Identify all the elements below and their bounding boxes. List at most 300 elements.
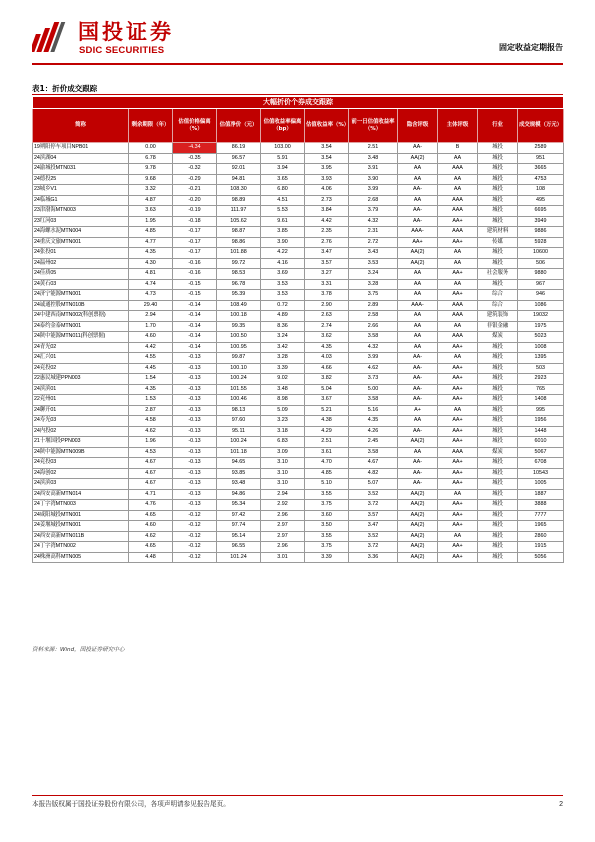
table-cell: 2.97 bbox=[261, 531, 305, 542]
table-cell: 101.24 bbox=[217, 552, 261, 563]
table-cell: AA+ bbox=[438, 426, 478, 437]
bond-name-cell: 23红河03 bbox=[33, 216, 129, 227]
table-cell: AA+ bbox=[438, 416, 478, 427]
table-cell: AA- bbox=[398, 185, 438, 196]
table-cell: 93.85 bbox=[217, 468, 261, 479]
table-cell: AA- bbox=[398, 384, 438, 395]
table-row bbox=[33, 258, 564, 269]
table-row bbox=[33, 510, 564, 521]
table-cell: 3.90 bbox=[261, 237, 305, 248]
table-cell: AA+ bbox=[438, 500, 478, 511]
table-cell: 3.24 bbox=[349, 269, 398, 280]
table-cell: 4.60 bbox=[129, 521, 173, 532]
table-cell: 3.54 bbox=[305, 143, 349, 154]
table-cell: 92.01 bbox=[217, 164, 261, 175]
table-cell: 1956 bbox=[518, 416, 564, 427]
company-logo bbox=[32, 18, 222, 58]
bond-name-cell: 24诚通控股MTN010B bbox=[33, 300, 129, 311]
table-cell: AA bbox=[438, 321, 478, 332]
table-cell: -0.15 bbox=[173, 290, 217, 301]
table-cell: 5.07 bbox=[349, 479, 398, 490]
bond-name-cell: 19朔阳停车项目NPB01 bbox=[33, 143, 129, 154]
table-cell: 3.53 bbox=[349, 258, 398, 269]
bond-name-cell: 24滨滨01 bbox=[33, 384, 129, 395]
bond-name-cell: 24滨湖04 bbox=[33, 153, 129, 164]
table-cell: 2.66 bbox=[349, 321, 398, 332]
bond-name-cell: 24滨滨03 bbox=[33, 479, 129, 490]
table-cell: 4.35 bbox=[129, 384, 173, 395]
table-cell: 4.73 bbox=[129, 290, 173, 301]
table-cell: 108.49 bbox=[217, 300, 261, 311]
table-cell: 3.43 bbox=[349, 248, 398, 259]
table-cell: 6.78 bbox=[129, 153, 173, 164]
table-cell: AA+ bbox=[438, 479, 478, 490]
bond-name-cell: 24兖投02 bbox=[33, 363, 129, 374]
bond-name-cell: 24兖投03 bbox=[33, 458, 129, 469]
table-cell: 10600 bbox=[518, 248, 564, 259]
table-row bbox=[33, 206, 564, 217]
table-row bbox=[33, 426, 564, 437]
table-cell: 1005 bbox=[518, 479, 564, 490]
table-cell: -0.35 bbox=[173, 153, 217, 164]
table-cell: 8.36 bbox=[261, 321, 305, 332]
table-cell: 建筑材料 bbox=[478, 227, 518, 238]
table-cell: 3.01 bbox=[261, 552, 305, 563]
page-number: 2 bbox=[559, 801, 563, 808]
table-cell: -0.13 bbox=[173, 447, 217, 458]
table-row bbox=[33, 542, 564, 553]
table-cell: AAA bbox=[438, 227, 478, 238]
table-cell: 3.75 bbox=[305, 542, 349, 553]
table-cell: AA(2) bbox=[398, 552, 438, 563]
table-cell: AA- bbox=[398, 479, 438, 490]
table-cell: 非银金融 bbox=[478, 321, 518, 332]
table-cell: 3.73 bbox=[349, 374, 398, 385]
table-cell: 1448 bbox=[518, 426, 564, 437]
table-cell: 煤炭 bbox=[478, 332, 518, 343]
table-cell: 3.10 bbox=[261, 458, 305, 469]
table-cell: 4.16 bbox=[261, 258, 305, 269]
table-cell: 建筑装饰 bbox=[478, 311, 518, 322]
bond-name-cell: 24陕中能源MTN011(科创票据) bbox=[33, 332, 129, 343]
table-cell: 城投 bbox=[478, 500, 518, 511]
column-header: 行业 bbox=[478, 109, 518, 143]
table-cell: 19032 bbox=[518, 311, 564, 322]
table-cell: 94.86 bbox=[217, 489, 261, 500]
table-cell: 3.28 bbox=[261, 353, 305, 364]
table-cell: 9.61 bbox=[261, 216, 305, 227]
table-cell: 3.61 bbox=[305, 447, 349, 458]
table-cell: 4.76 bbox=[129, 500, 173, 511]
table-cell: -0.17 bbox=[173, 227, 217, 238]
table-cell: 3.99 bbox=[349, 185, 398, 196]
bond-name-cell: 24丁字湾MTN003 bbox=[33, 500, 129, 511]
table-cell: 传媒 bbox=[478, 237, 518, 248]
table-cell: 4.35 bbox=[305, 342, 349, 353]
table-cell: AAA- bbox=[398, 300, 438, 311]
table-cell: 2.94 bbox=[129, 311, 173, 322]
bond-name-cell: 24中建西南MTN002(科创票据) bbox=[33, 311, 129, 322]
table-cell: 4.35 bbox=[129, 248, 173, 259]
table-cell: 城投 bbox=[478, 374, 518, 385]
bond-name-cell: 24张投01 bbox=[33, 248, 129, 259]
table-cell: 98.13 bbox=[217, 405, 261, 416]
table-cell: 100.46 bbox=[217, 395, 261, 406]
table-cell: 3.28 bbox=[349, 279, 398, 290]
table-cell: AA(2) bbox=[398, 531, 438, 542]
table-cell: 4.03 bbox=[305, 353, 349, 364]
table-cell: AA bbox=[398, 279, 438, 290]
table-cell: 4.42 bbox=[305, 216, 349, 227]
table-cell: 97.42 bbox=[217, 510, 261, 521]
table-cell: 4753 bbox=[518, 174, 564, 185]
table-row bbox=[33, 363, 564, 374]
table-cell: 6010 bbox=[518, 437, 564, 448]
column-header: 前一日估值收益率（%） bbox=[349, 109, 398, 143]
table-cell: 3.55 bbox=[305, 489, 349, 500]
table-cell: AA+ bbox=[438, 363, 478, 374]
table-cell: 4.87 bbox=[129, 195, 173, 206]
table-cell: 城投 bbox=[478, 426, 518, 437]
bond-name-cell: 24汇兴01 bbox=[33, 353, 129, 364]
table-cell: 3.55 bbox=[305, 531, 349, 542]
bond-name-cell: 24丁字湾MTN002 bbox=[33, 542, 129, 553]
table-cell: 96.55 bbox=[217, 542, 261, 553]
logo-chinese-name: 国投证券 bbox=[78, 20, 174, 44]
table-cell: -0.16 bbox=[173, 258, 217, 269]
bond-name-cell: 24泰约金泰MTN001 bbox=[33, 321, 129, 332]
table-cell: 3.65 bbox=[261, 174, 305, 185]
table-cell: 2.58 bbox=[349, 311, 398, 322]
table-cell: AA- bbox=[398, 374, 438, 385]
table-cell: 城投 bbox=[478, 458, 518, 469]
table-cell: 3.09 bbox=[261, 447, 305, 458]
table-cell: 3.79 bbox=[349, 206, 398, 217]
table-cell: AA- bbox=[398, 395, 438, 406]
table-cell: AA(2) bbox=[398, 521, 438, 532]
table-cell: 城投 bbox=[478, 521, 518, 532]
table-cell: 3.90 bbox=[349, 174, 398, 185]
table-row bbox=[33, 531, 564, 542]
table-cell: 3.10 bbox=[261, 479, 305, 490]
table-cell: -0.12 bbox=[173, 510, 217, 521]
table-cell: 城投 bbox=[478, 437, 518, 448]
table-cell: 3.67 bbox=[305, 395, 349, 406]
table-cell: AA bbox=[398, 447, 438, 458]
table-cell: 2.63 bbox=[305, 311, 349, 322]
table-cell: 7777 bbox=[518, 510, 564, 521]
table-cell: 108.30 bbox=[217, 185, 261, 196]
table-cell: 2.94 bbox=[261, 489, 305, 500]
table-cell: 3.95 bbox=[305, 164, 349, 175]
column-header: 主体评级 bbox=[438, 109, 478, 143]
table-cell: 2589 bbox=[518, 143, 564, 154]
table-cell: -0.13 bbox=[173, 395, 217, 406]
table-cell: 3.84 bbox=[305, 206, 349, 217]
table-cell: 3.60 bbox=[305, 510, 349, 521]
table-cell: 1915 bbox=[518, 542, 564, 553]
table-row bbox=[33, 248, 564, 259]
table-cell: 8.98 bbox=[261, 395, 305, 406]
bond-name-cell: 24咸阳城投MTN001 bbox=[33, 510, 129, 521]
table-row bbox=[33, 290, 564, 301]
table-cell: 995 bbox=[518, 405, 564, 416]
table-cell: AA+ bbox=[438, 437, 478, 448]
table-cell: -0.13 bbox=[173, 416, 217, 427]
table-cell: 94.65 bbox=[217, 458, 261, 469]
table-cell: AA+ bbox=[438, 458, 478, 469]
table-cell: 4.89 bbox=[261, 311, 305, 322]
table-cell: 95.34 bbox=[217, 500, 261, 511]
table-cell: 5.10 bbox=[305, 479, 349, 490]
source-note: 资料来源：Wind，国投证券研究中心 bbox=[32, 647, 125, 653]
table-cell: 3.18 bbox=[261, 426, 305, 437]
table-cell: 6695 bbox=[518, 206, 564, 217]
table-cell: AA bbox=[438, 174, 478, 185]
table-row bbox=[33, 374, 564, 385]
table-cell: 6.83 bbox=[261, 437, 305, 448]
table-banner: 大幅折价个券成交跟踪 bbox=[33, 97, 564, 109]
table-cell: 98.89 bbox=[217, 195, 261, 206]
table-cell: 城投 bbox=[478, 353, 518, 364]
table-cell: 101.18 bbox=[217, 447, 261, 458]
table-cell: 4.66 bbox=[305, 363, 349, 374]
table-cell: 3.63 bbox=[129, 206, 173, 217]
table-cell: 城投 bbox=[478, 468, 518, 479]
table-cell: 综合 bbox=[478, 300, 518, 311]
bond-name-cell: 24姜堰城投MTN001 bbox=[33, 521, 129, 532]
table-cell: 4.48 bbox=[129, 552, 173, 563]
table-cell: 1395 bbox=[518, 353, 564, 364]
table-cell: 2.72 bbox=[349, 237, 398, 248]
column-header: 估值净价（元） bbox=[217, 109, 261, 143]
table-cell: 3.52 bbox=[349, 489, 398, 500]
table-cell: 3.50 bbox=[305, 521, 349, 532]
table-cell: 3.99 bbox=[349, 353, 398, 364]
table-cell: 100.50 bbox=[217, 332, 261, 343]
table-cell: -0.14 bbox=[173, 342, 217, 353]
bond-name-cell: 24海创02 bbox=[33, 468, 129, 479]
table-row bbox=[33, 143, 564, 154]
table-cell: AA- bbox=[398, 206, 438, 217]
table-cell: 100.95 bbox=[217, 342, 261, 353]
table-cell: -0.13 bbox=[173, 374, 217, 385]
table-cell: 98.87 bbox=[217, 227, 261, 238]
table-row bbox=[33, 269, 564, 280]
table-cell: 95.14 bbox=[217, 531, 261, 542]
table-cell: 4.85 bbox=[305, 468, 349, 479]
table-cell: 2.96 bbox=[261, 542, 305, 553]
table-cell: 1086 bbox=[518, 300, 564, 311]
logo-mark-icon bbox=[32, 20, 70, 54]
table-cell: 506 bbox=[518, 258, 564, 269]
table-cell: AA+ bbox=[438, 468, 478, 479]
table-cell: AAA bbox=[438, 332, 478, 343]
table-cell: 1.53 bbox=[129, 395, 173, 406]
table-cell: 765 bbox=[518, 384, 564, 395]
table-row bbox=[33, 437, 564, 448]
table-cell: 95.11 bbox=[217, 426, 261, 437]
table-cell: -0.18 bbox=[173, 216, 217, 227]
table-cell: AAA bbox=[438, 311, 478, 322]
table-cell: AA(2) bbox=[398, 489, 438, 500]
table-cell: 101.55 bbox=[217, 384, 261, 395]
bond-name-cell: 24陕中能源MTN009B bbox=[33, 447, 129, 458]
table-cell: AA- bbox=[398, 216, 438, 227]
table-cell: 4.06 bbox=[305, 185, 349, 196]
table-cell: AA bbox=[398, 416, 438, 427]
table-cell: -0.17 bbox=[173, 248, 217, 259]
table-title: 表1：折价成交跟踪 bbox=[32, 84, 98, 93]
table-cell: 9.68 bbox=[129, 174, 173, 185]
table-cell: 4.70 bbox=[305, 458, 349, 469]
table-cell: 2.73 bbox=[305, 195, 349, 206]
table-cell: AA+ bbox=[438, 290, 478, 301]
table-cell: 2.51 bbox=[305, 437, 349, 448]
table-cell: 3.58 bbox=[349, 447, 398, 458]
discount-trade-table bbox=[32, 96, 563, 563]
table-cell: -0.16 bbox=[173, 269, 217, 280]
table-cell: 3.93 bbox=[305, 174, 349, 185]
table-cell: AA bbox=[398, 164, 438, 175]
table-row bbox=[33, 153, 564, 164]
table-cell: 5.91 bbox=[261, 153, 305, 164]
table-cell: AA- bbox=[398, 458, 438, 469]
table-cell: AA bbox=[438, 405, 478, 416]
table-cell: AA bbox=[438, 279, 478, 290]
table-cell: 城投 bbox=[478, 206, 518, 217]
column-header: 简称 bbox=[33, 109, 129, 143]
table-cell: 3.75 bbox=[349, 290, 398, 301]
table-cell: 3.53 bbox=[261, 290, 305, 301]
column-header: 估值收益率偏离（bp） bbox=[261, 109, 305, 143]
table-cell: 3.62 bbox=[305, 332, 349, 343]
table-cell: 3.24 bbox=[261, 332, 305, 343]
table-cell: 2.45 bbox=[349, 437, 398, 448]
table-cell: 4.74 bbox=[129, 279, 173, 290]
table-cell: 4.35 bbox=[349, 416, 398, 427]
table-cell: 4.62 bbox=[129, 426, 173, 437]
table-cell: -0.12 bbox=[173, 531, 217, 542]
table-row bbox=[33, 227, 564, 238]
table-cell: 96.57 bbox=[217, 153, 261, 164]
bond-name-cell: 24海螺水泥MTN004 bbox=[33, 227, 129, 238]
table-cell: 3.75 bbox=[305, 500, 349, 511]
table-cell: 951 bbox=[518, 153, 564, 164]
table-cell: 城投 bbox=[478, 216, 518, 227]
table-cell: 9880 bbox=[518, 269, 564, 280]
table-cell: 城投 bbox=[478, 405, 518, 416]
table-cell: 4.67 bbox=[129, 458, 173, 469]
table-cell: 2860 bbox=[518, 531, 564, 542]
table-row bbox=[33, 405, 564, 416]
bond-name-cell: 24寿光03 bbox=[33, 416, 129, 427]
table-cell: 城投 bbox=[478, 542, 518, 553]
table-cell: -0.14 bbox=[173, 311, 217, 322]
table-cell: AA+ bbox=[438, 552, 478, 563]
table-cell: 93.48 bbox=[217, 479, 261, 490]
bond-name-cell: 23津渤海MTN003 bbox=[33, 206, 129, 217]
table-cell: 0.72 bbox=[261, 300, 305, 311]
table-cell: 城投 bbox=[478, 185, 518, 196]
table-cell: AA- bbox=[398, 468, 438, 479]
table-cell: 5.16 bbox=[349, 405, 398, 416]
table-cell: 4.65 bbox=[129, 510, 173, 521]
table-row bbox=[33, 458, 564, 469]
table-cell: AA+ bbox=[438, 384, 478, 395]
table-cell: -0.13 bbox=[173, 437, 217, 448]
table-cell: 城投 bbox=[478, 416, 518, 427]
table-cell: 5928 bbox=[518, 237, 564, 248]
table-cell: -0.13 bbox=[173, 363, 217, 374]
table-cell: -0.21 bbox=[173, 185, 217, 196]
table-cell: AA bbox=[398, 290, 438, 301]
table-cell: 城投 bbox=[478, 279, 518, 290]
table-cell: 3.32 bbox=[129, 185, 173, 196]
table-cell: 城投 bbox=[478, 384, 518, 395]
bond-name-cell: 24德投25 bbox=[33, 174, 129, 185]
table-cell: -0.20 bbox=[173, 195, 217, 206]
table-cell: -0.14 bbox=[173, 332, 217, 343]
column-header: 估值收益率（%） bbox=[305, 109, 349, 143]
table-cell: 2.87 bbox=[129, 405, 173, 416]
column-header: 剩余期限（年） bbox=[129, 109, 173, 143]
table-cell: AA+ bbox=[438, 237, 478, 248]
table-cell: -0.14 bbox=[173, 300, 217, 311]
table-cell: 103.00 bbox=[261, 143, 305, 154]
table-cell: 2.31 bbox=[349, 227, 398, 238]
table-cell: AA bbox=[398, 321, 438, 332]
column-header: 隐含评级 bbox=[398, 109, 438, 143]
report-type: 固定收益定期报告 bbox=[499, 43, 563, 52]
table-cell: 4.29 bbox=[305, 426, 349, 437]
table-cell: 2.74 bbox=[305, 321, 349, 332]
table-cell: 4.42 bbox=[129, 342, 173, 353]
table-cell: -0.12 bbox=[173, 552, 217, 563]
table-cell: 98.86 bbox=[217, 237, 261, 248]
table-cell: 2.96 bbox=[261, 510, 305, 521]
table-cell: 4.51 bbox=[261, 195, 305, 206]
table-cell: 城投 bbox=[478, 342, 518, 353]
table-cell: AA+ bbox=[438, 542, 478, 553]
table-row bbox=[33, 500, 564, 511]
table-row bbox=[33, 552, 564, 563]
table-cell: AA- bbox=[398, 363, 438, 374]
table-cell: 3.94 bbox=[261, 164, 305, 175]
table-row bbox=[33, 353, 564, 364]
table-cell: 4.58 bbox=[129, 416, 173, 427]
table-cell: 城投 bbox=[478, 248, 518, 259]
table-cell: 946 bbox=[518, 290, 564, 301]
table-cell: AA+ bbox=[438, 216, 478, 227]
table-cell: A+ bbox=[398, 405, 438, 416]
table-row bbox=[33, 321, 564, 332]
table-cell: 3.47 bbox=[305, 248, 349, 259]
table-cell: -0.19 bbox=[173, 206, 217, 217]
table-cell: AA+ bbox=[438, 510, 478, 521]
table-cell: 495 bbox=[518, 195, 564, 206]
table-cell: 4.67 bbox=[129, 479, 173, 490]
table-cell: -0.13 bbox=[173, 426, 217, 437]
table-cell: -0.12 bbox=[173, 542, 217, 553]
table-row bbox=[33, 489, 564, 500]
table-cell: 2.92 bbox=[261, 500, 305, 511]
table-cell: 2.35 bbox=[305, 227, 349, 238]
table-cell: 城投 bbox=[478, 363, 518, 374]
table-cell: 97.74 bbox=[217, 521, 261, 532]
table-row bbox=[33, 468, 564, 479]
table-cell: 3.58 bbox=[349, 332, 398, 343]
